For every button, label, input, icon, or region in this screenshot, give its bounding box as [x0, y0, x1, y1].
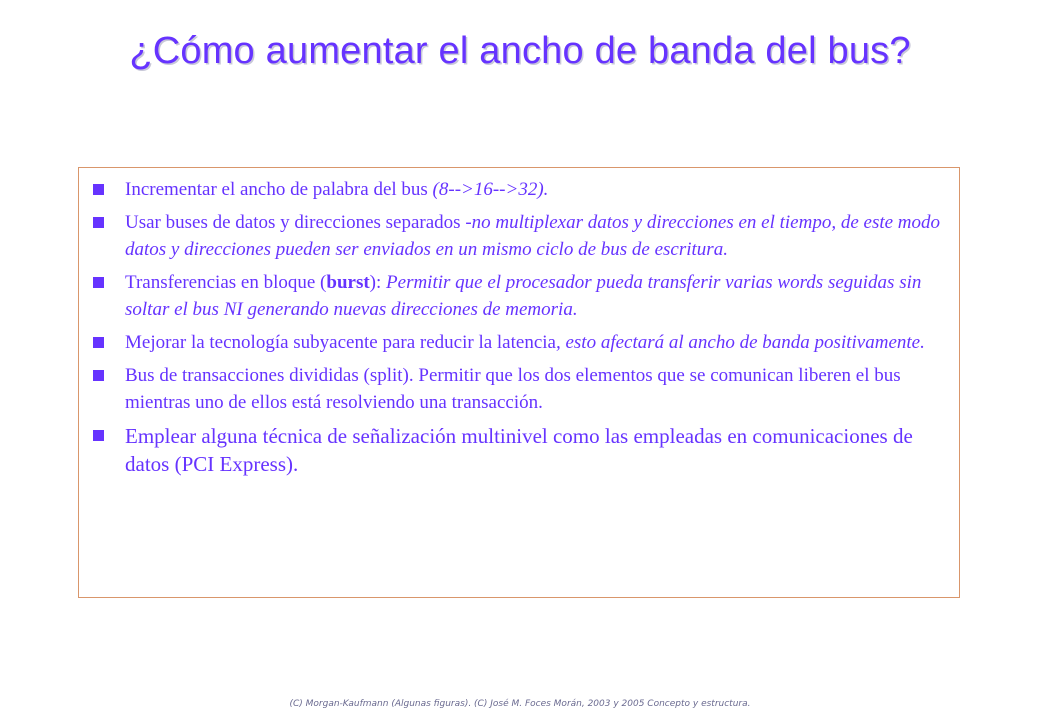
bullet-text: ): [369, 272, 387, 293]
slide-title: ¿Cómo aumentar el ancho de banda del bus? [129, 30, 911, 72]
square-bullet-icon [93, 337, 104, 348]
bullet-text: Transferencias en bloque ( [125, 272, 327, 293]
bullet-text: Usar buses de datos y direcciones separados [125, 212, 466, 233]
bullet-bold-text: burst [326, 272, 370, 293]
bullet-item [93, 176, 953, 203]
square-bullet-icon [93, 277, 104, 288]
bullet-list [93, 176, 953, 484]
bullet-item [93, 209, 953, 263]
bullet-item [93, 329, 953, 356]
bullet-text: Mejorar la tecnología subyacente para reducir la latencia [125, 332, 556, 353]
bullet-item [93, 422, 953, 478]
bullet-item [93, 362, 953, 416]
square-bullet-icon [93, 430, 104, 441]
square-bullet-icon [93, 184, 104, 195]
bullet-text: Bus de transacciones divididas (split). Permitir que los dos elementos que se comunican liberen el bus mientras uno de ellos está resolviendo una transacción. [125, 365, 901, 413]
square-bullet-icon [93, 217, 104, 228]
square-bullet-icon [93, 370, 104, 381]
footer-credits: (C) Morgan-Kaufmann (Algunas figuras). (C) José M. Foces Morán, 2003 y 2005 Concepto y estructura. [289, 699, 751, 709]
content-box [78, 167, 960, 598]
bullet-italic-text: , esto afectará al ancho de banda positivamente. [555, 332, 925, 353]
bullet-italic-text: -no multiplexar datos y direcciones en el tiempo, de este modo datos y direcciones pueden ser enviados en un mismo ciclo de bus de escritura. [125, 212, 941, 260]
bullet-item [93, 269, 953, 323]
bullet-italic-text: Permitir que el procesador pueda transferir varias words seguidas sin soltar el bus NI generando nuevas direcciones de memoria. [125, 272, 922, 320]
bullet-text: Incrementar el ancho de palabra del bus [125, 179, 433, 200]
bullet-italic-text: (8-->16-->32). [432, 179, 549, 200]
bullet-text: Emplear alguna técnica de señalización multinivel como las empleadas en comunicaciones de datos (PCI Express). [125, 424, 913, 476]
